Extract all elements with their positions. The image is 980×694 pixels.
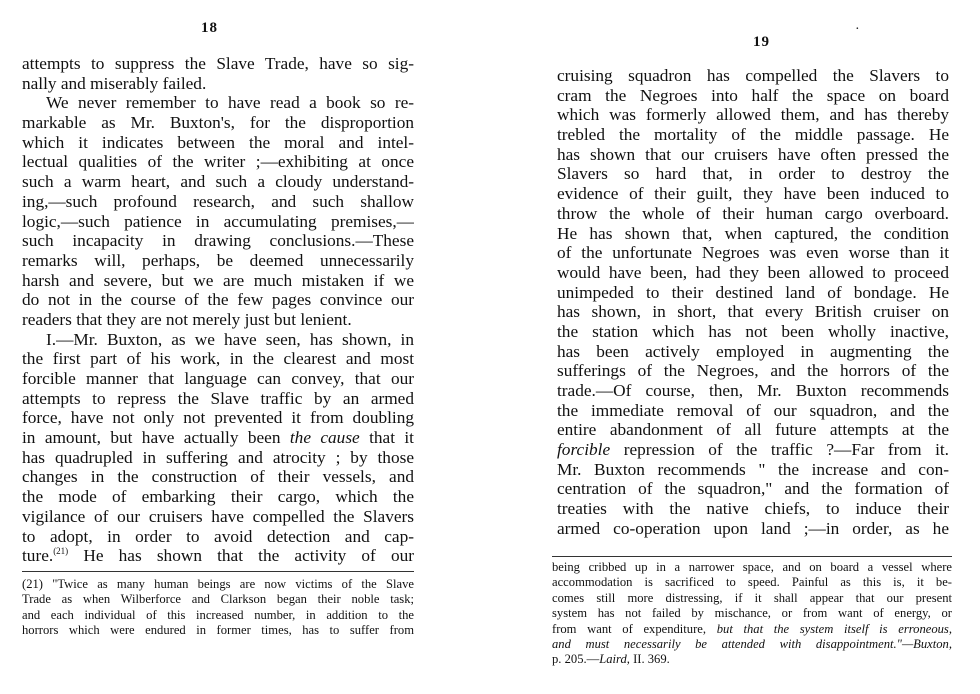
text-fragment: p. 205.— bbox=[552, 652, 600, 667]
footnote-line: (21) "Twice as many human beings are now victims of the Slave bbox=[22, 577, 414, 591]
text-line: throw the whole of their human cargo overboard. bbox=[557, 203, 949, 223]
text-line: cram the Negroes into half the space on board bbox=[557, 85, 949, 105]
text-line: markable as Mr. Buxton's, for the disproportion bbox=[22, 113, 414, 133]
right-footnote bbox=[552, 560, 952, 668]
text-line: I.—Mr. Buxton, as we have seen, has shown, in bbox=[46, 329, 414, 349]
text-line: force, have not only not prevented it from doubling bbox=[22, 408, 414, 428]
text-line: such incapacity in drawing conclusions.—These bbox=[22, 231, 414, 251]
text-line: changes in the construction of their vessels, and bbox=[22, 467, 414, 487]
text-line: Mr. Buxton recommends " the increase and con- bbox=[557, 459, 949, 479]
text-line: the immediate removal of our squadron, and the bbox=[557, 400, 949, 420]
text-fragment: that it bbox=[369, 428, 414, 448]
text-line: has quadrupled in suffering and atrocity ; by those bbox=[22, 447, 414, 467]
footnote-line: Trade as when Wilberforce and Clarkson began their noble task; bbox=[22, 592, 414, 607]
text-line: He has shown that, when captured, the condition bbox=[557, 223, 949, 243]
text-fragment: II. 369. bbox=[633, 652, 670, 667]
text-line: ing,—such profound research, and such shallow bbox=[22, 191, 414, 211]
left-page-body bbox=[22, 54, 414, 566]
text-line: the mode of embarking their cargo, which the bbox=[22, 487, 414, 507]
text-line bbox=[22, 428, 414, 448]
right-page-number: 19 bbox=[753, 34, 770, 50]
text-line: the station which has not been wholly inactive, bbox=[557, 321, 949, 341]
right-page-body bbox=[557, 66, 949, 539]
italic-phrase: forcible bbox=[557, 440, 611, 460]
text-line: cruising squadron has compelled the Slavers to bbox=[557, 66, 949, 85]
text-fragment: ture. bbox=[22, 546, 54, 566]
text-line: attempts to suppress the Slave Trade, have so sig- bbox=[22, 54, 414, 73]
text-line: the first part of his work, in the clearest and most bbox=[22, 349, 414, 369]
text-line: of the unfortunate Negroes was even worse than it bbox=[557, 243, 949, 263]
text-line: nally and miserably failed. bbox=[22, 73, 207, 93]
text-line: centration of the squadron," and the formation of bbox=[557, 479, 949, 499]
footnote-line: and each individual of this increased number, in addition to the bbox=[22, 607, 414, 622]
page-speck: · bbox=[855, 22, 860, 37]
footnote-line bbox=[552, 652, 952, 667]
footnote-line bbox=[552, 622, 952, 637]
text-line: trebled the mortality of the middle passage. He bbox=[557, 125, 949, 145]
text-fragment: from want of expenditure, bbox=[552, 621, 707, 636]
footnote-line: horrors which were endured in former times, has to suffer from bbox=[22, 623, 414, 638]
footnote-line: comes still more distressing, if it shall appear that our present bbox=[552, 590, 952, 605]
right-page bbox=[490, 0, 980, 694]
text-line: forcible manner that language can convey, that our bbox=[22, 369, 414, 388]
text-line: We never remember to have read a book so re- bbox=[46, 93, 414, 113]
italic-phrase: but that the system itself is erroneous, bbox=[716, 621, 952, 636]
text-line: such a warm heart, and such a cloudy understand- bbox=[22, 172, 414, 192]
footnote-divider bbox=[552, 556, 952, 557]
text-line: has been actively employed in augmenting the bbox=[557, 341, 949, 361]
text-fragment: repression of the traffic ?—Far from it. bbox=[623, 440, 949, 460]
text-line: armed co-operation upon land ;—in order, as he bbox=[557, 518, 949, 538]
text-line: remarks will, perhaps, be deemed unnecessarily bbox=[22, 250, 414, 270]
text-fragment: He has shown that the activity of our bbox=[83, 546, 414, 566]
text-line: harsh and severe, but we are much mistaken if we bbox=[22, 270, 414, 290]
text-line: vigilance of our cruisers have compelled the Slavers bbox=[22, 506, 414, 526]
text-line: lectual qualities of the writer ;—exhibiting at once bbox=[22, 152, 414, 172]
left-footnote bbox=[22, 577, 414, 639]
text-line: trade.—Of course, then, Mr. Buxton recommends bbox=[557, 381, 949, 400]
left-page-number: 18 bbox=[201, 20, 218, 36]
footnote-divider bbox=[22, 571, 414, 572]
text-line: sufferings of the Negroes, and the horrors of the bbox=[557, 361, 949, 381]
footnote-line: being cribbed up in a narrower space, and on board a vessel where bbox=[552, 560, 952, 574]
text-line: readers that they are not merely just but lenient. bbox=[22, 309, 352, 329]
text-line bbox=[22, 546, 414, 566]
italic-phrase: Laird, bbox=[599, 652, 630, 667]
italic-phrase: the cause bbox=[289, 428, 360, 448]
text-line: evidence of their guilt, they have been induced to bbox=[557, 184, 949, 204]
text-line bbox=[557, 440, 949, 460]
text-line: Slavers so hard that, in order to destroy the bbox=[557, 164, 949, 184]
text-fragment: in amount, but have actually been bbox=[22, 428, 281, 448]
text-line: to adopt, in order to avoid detection and cap- bbox=[22, 526, 414, 546]
footnote-line: accommodation is sacrificed to speed. Painful as this is, it be- bbox=[552, 575, 952, 590]
text-line: logic,—such patience in accumulating premises,— bbox=[22, 211, 414, 231]
text-line: entire abandonment of all future attempts at the bbox=[557, 420, 949, 440]
footnote-line: system has not failed by mischance, or from want of energy, or bbox=[552, 606, 952, 621]
text-line: do not in the course of the few pages convince our bbox=[22, 290, 414, 310]
text-line: would have been, had they been allowed to proceed bbox=[557, 262, 949, 282]
text-line: treaties with the native chiefs, to induce their bbox=[557, 499, 949, 519]
text-line: which it indicates between the moral and intel- bbox=[22, 132, 414, 152]
footnote-line: and must necessarily be attended with disappointment."—Buxton, bbox=[552, 636, 952, 651]
footnote-ref: (21) bbox=[53, 546, 69, 557]
text-line: which was formerly allowed them, and has thereby bbox=[557, 105, 949, 125]
text-line: has shown, in short, that every British cruiser on bbox=[557, 302, 949, 322]
text-line: unimpeded to their destined land of bondage. He bbox=[557, 282, 949, 302]
text-line: has shown that our cruisers have often pressed the bbox=[557, 144, 949, 164]
text-line: attempts to repress the Slave traffic by an armed bbox=[22, 388, 414, 408]
